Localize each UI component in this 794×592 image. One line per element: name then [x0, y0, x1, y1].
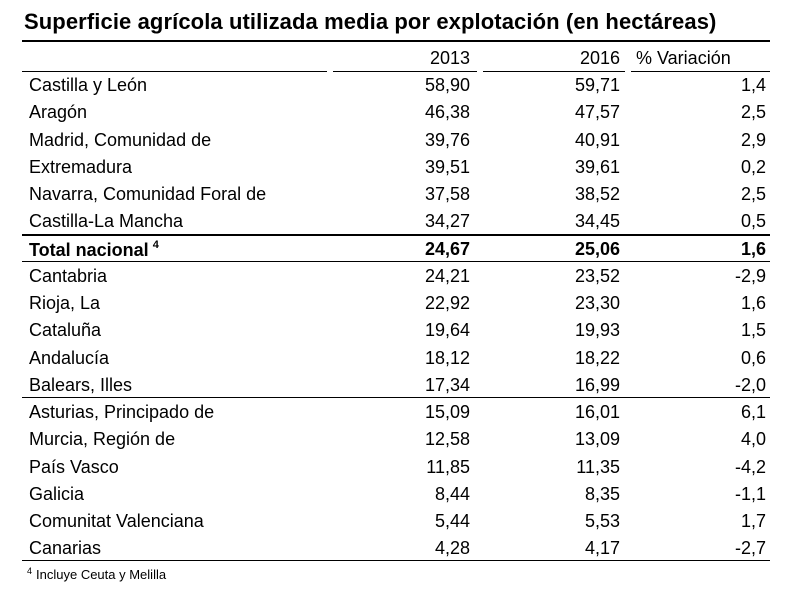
- footnote-reference: 4: [152, 238, 159, 251]
- value-2013: 5,44: [434, 511, 470, 531]
- region-name: Extremadura: [29, 156, 133, 177]
- value-2013: 34,27: [424, 211, 470, 232]
- value-2016: 13,09: [574, 429, 620, 450]
- region-name: Comunitat Valenciana: [29, 511, 204, 531]
- region-name: Cataluña: [29, 320, 102, 341]
- value-2016: 19,93: [574, 320, 620, 341]
- value-variation: 4,0: [740, 429, 766, 450]
- footnote: [27, 566, 166, 582]
- value-2016: 25,06: [574, 238, 620, 259]
- footnote-text: Incluye Ceuta y Melilla: [36, 567, 167, 582]
- value-variation: 2,5: [740, 102, 766, 123]
- value-2013: 15,09: [424, 402, 470, 422]
- table-row: [0, 154, 794, 181]
- column-header-2013: 2013: [429, 48, 470, 68]
- table-row: [0, 399, 794, 426]
- footnote-marker: 4: [27, 566, 33, 576]
- region-name: Castilla y León: [29, 75, 148, 95]
- table-row: [0, 426, 794, 453]
- value-variation: 2,5: [740, 184, 766, 204]
- value-2016: 16,01: [574, 402, 620, 422]
- table-row: [0, 372, 794, 399]
- region-name: País Vasco: [29, 456, 119, 477]
- total-top-rule: [22, 234, 770, 236]
- total-bottom-rule: [22, 261, 770, 262]
- region-name: Navarra, Comunidad Foral de: [29, 184, 267, 204]
- value-variation: -2,9: [734, 265, 766, 286]
- table-row: [0, 208, 794, 235]
- value-2016: 18,22: [574, 347, 620, 368]
- value-2013: 46,38: [424, 102, 470, 123]
- value-2013: 22,92: [424, 293, 470, 313]
- region-name: Asturias, Principado de: [29, 402, 215, 422]
- value-2013: 24,21: [424, 265, 470, 286]
- total-row: [0, 236, 794, 263]
- value-variation: 0,2: [740, 156, 766, 177]
- title-underline: [22, 40, 770, 42]
- value-2013: 39,51: [424, 156, 470, 177]
- region-name: Andalucía: [29, 347, 110, 368]
- value-2016: 34,45: [574, 211, 620, 232]
- region-name: Rioja, La: [29, 293, 101, 313]
- value-variation: 1,4: [740, 75, 766, 95]
- value-2013: 17,34: [424, 374, 470, 395]
- table-title: Superficie agrícola utilizada media por explotación (en hectáreas): [24, 9, 717, 34]
- value-2013: 37,58: [424, 184, 470, 204]
- value-variation: 6,1: [740, 402, 766, 422]
- value-variation: 0,6: [740, 347, 766, 368]
- value-variation: 1,6: [740, 293, 766, 313]
- value-2016: 8,35: [584, 483, 620, 504]
- value-2013: 58,90: [424, 75, 470, 95]
- value-2013: 11,85: [426, 456, 470, 477]
- value-variation: -4,2: [734, 456, 766, 477]
- region-name: Balears, Illes: [29, 374, 133, 395]
- table-row: [0, 99, 794, 126]
- region-name: Murcia, Región de: [29, 429, 176, 450]
- value-variation: 0,5: [740, 211, 766, 232]
- value-variation: 1,5: [740, 320, 766, 341]
- value-2013: 4,28: [434, 538, 470, 559]
- value-2013: 12,58: [424, 429, 470, 450]
- value-2016: 5,53: [584, 511, 620, 531]
- table-row: [0, 127, 794, 154]
- value-variation: 1,7: [740, 511, 766, 531]
- table-row: [0, 345, 794, 372]
- value-2013: 39,76: [424, 129, 470, 150]
- value-2013: 24,67: [424, 238, 470, 259]
- value-2016: 40,91: [574, 129, 620, 150]
- region-name: Total nacional $^4$: [29, 238, 159, 260]
- value-variation: 2,9: [740, 129, 766, 150]
- table-row: [0, 72, 794, 99]
- value-2016: 59,71: [574, 75, 620, 95]
- region-name: Aragón: [29, 102, 88, 123]
- value-2016: 16,99: [574, 374, 620, 395]
- value-2013: 8,44: [434, 483, 470, 504]
- value-2016: 4,17: [584, 538, 620, 559]
- region-name: Canarias: [29, 538, 102, 559]
- value-variation: -2,7: [734, 538, 766, 559]
- table-row: [0, 263, 794, 290]
- table-row: [0, 317, 794, 344]
- value-2016: 23,52: [574, 265, 620, 286]
- value-2016: 23,30: [574, 293, 620, 313]
- value-2016: 11,35: [576, 456, 620, 477]
- value-variation: -2,0: [734, 374, 766, 395]
- value-variation: 1,6: [740, 238, 766, 259]
- table-bottom-rule: [22, 560, 770, 561]
- value-2016: 39,61: [574, 156, 620, 177]
- region-name: Cantabria: [29, 265, 108, 286]
- table-row: [0, 290, 794, 317]
- table-row: [0, 535, 794, 562]
- group-separator-rule: [22, 397, 770, 398]
- value-2016: 47,57: [574, 102, 620, 123]
- value-variation: -1,1: [734, 483, 766, 504]
- value-2013: 19,64: [424, 320, 470, 341]
- column-header-variation: % Variación: [636, 48, 731, 68]
- table-row: [0, 181, 794, 208]
- table-row: [0, 454, 794, 481]
- value-2013: 18,12: [424, 347, 470, 368]
- column-header-2016: 2016: [579, 48, 620, 68]
- table-row: [0, 508, 794, 535]
- value-2016: 38,52: [574, 184, 620, 204]
- region-name: Galicia: [29, 483, 85, 504]
- region-name: Castilla-La Mancha: [29, 211, 184, 232]
- region-name: Madrid, Comunidad de: [29, 129, 212, 150]
- table-row: [0, 481, 794, 508]
